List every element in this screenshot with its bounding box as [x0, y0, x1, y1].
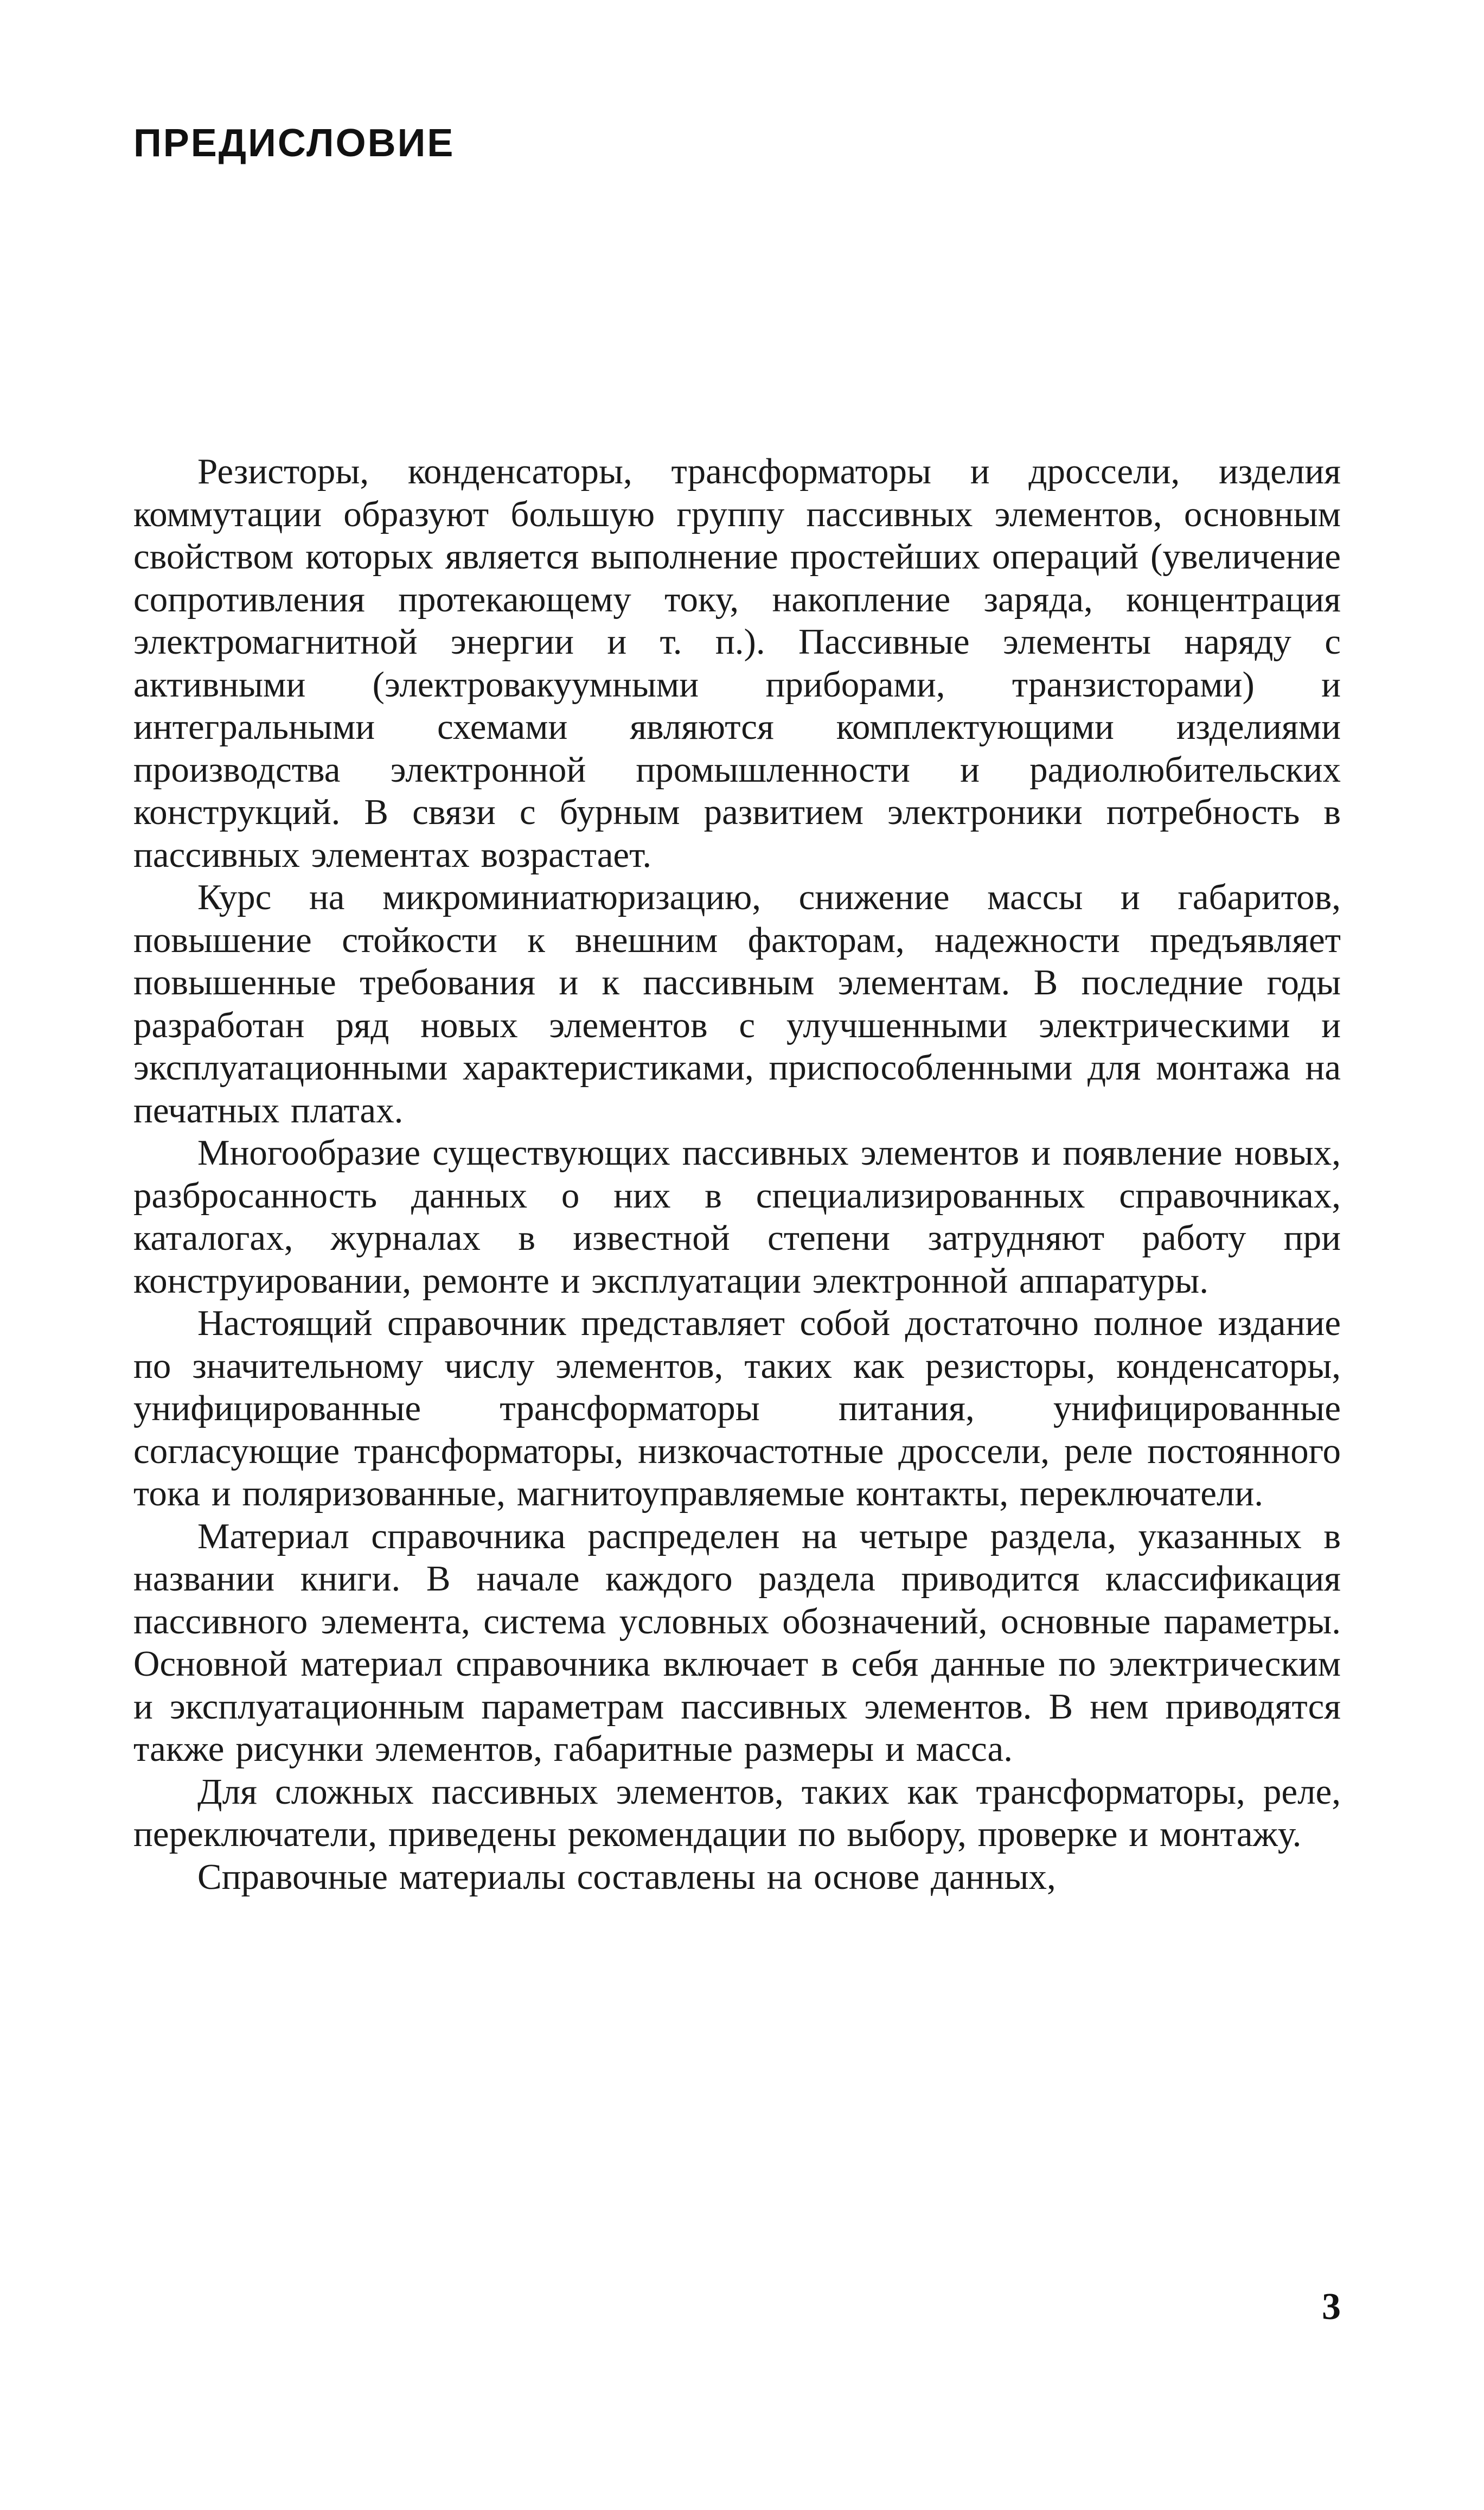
- body-text: [133, 450, 1341, 1898]
- paragraph: Справочные материалы составлены на основе данных,: [197, 1856, 1056, 1897]
- paragraph: Многообразие существующих пассивных элементов и появление новых, разбросанность данных о них в специализированных справочниках, каталогах, журналах в известной степени затрудняют работу при конструировании, ремонте и эксплуатации электронной аппаратуры.: [133, 1133, 1341, 1301]
- paragraph: Настоящий справочник представляет собой достаточно полное издание по значительному числу элементов, таких как резисторы, конденсаторы, унифицированные трансформаторы питания, унифицированные согласующие трансформаторы, низкочастотные дроссели, реле постоянного тока и поляризованные, магнитоуправляемые контакты, переключатели.: [133, 1303, 1341, 1513]
- paragraph: Курс на микроминиатюризацию, снижение массы и габаритов, повышение стойкости к внешним факторам, надежности предъявляет повышенные требования и к пассивным элементам. В последние годы разработан ряд новых элементов с улучшенными электрическими и эксплуатационными характеристиками, приспособленными для монтажа на печатных платах.: [133, 877, 1341, 1131]
- paragraph: Материал справочника распределен на четыре раздела, указанных в названии книги. В начале каждого раздела приводится классификация пассивного элемента, система условных обозначений, основные параметры. Основной материал справочника включает в себя данные по электрическим и эксплуатационным параметрам пассивных элементов. В нем приводятся также рисунки элементов, габаритные размеры и масса.: [133, 1516, 1341, 1769]
- page-number: 3: [1322, 2286, 1341, 2328]
- paragraph: Для сложных пассивных элементов, таких как трансформаторы, реле, переключатели, приведены рекомендации по выбору, проверке и монтажу.: [133, 1771, 1341, 1854]
- paragraph: Резисторы, конденсаторы, трансформаторы и дроссели, изделия коммутации образуют большую группу пассивных элементов, основным свойством которых является выполнение простейших операций (увеличение сопротивления протекающему току, накопление заряда, концентрация электромагнитной энергии и т. п.). Пассивные элементы наряду с активными (электровакуумными приборами, транзисторами) и интегральными схемами являются комплектующими изделиями производства электронной промышленности и радиолюбительских конструкций. В связи с бурным развитием электроники потребность в пассивных элементах возрастает.: [133, 451, 1341, 875]
- page-heading: ПРЕДИСЛОВИЕ: [133, 122, 455, 165]
